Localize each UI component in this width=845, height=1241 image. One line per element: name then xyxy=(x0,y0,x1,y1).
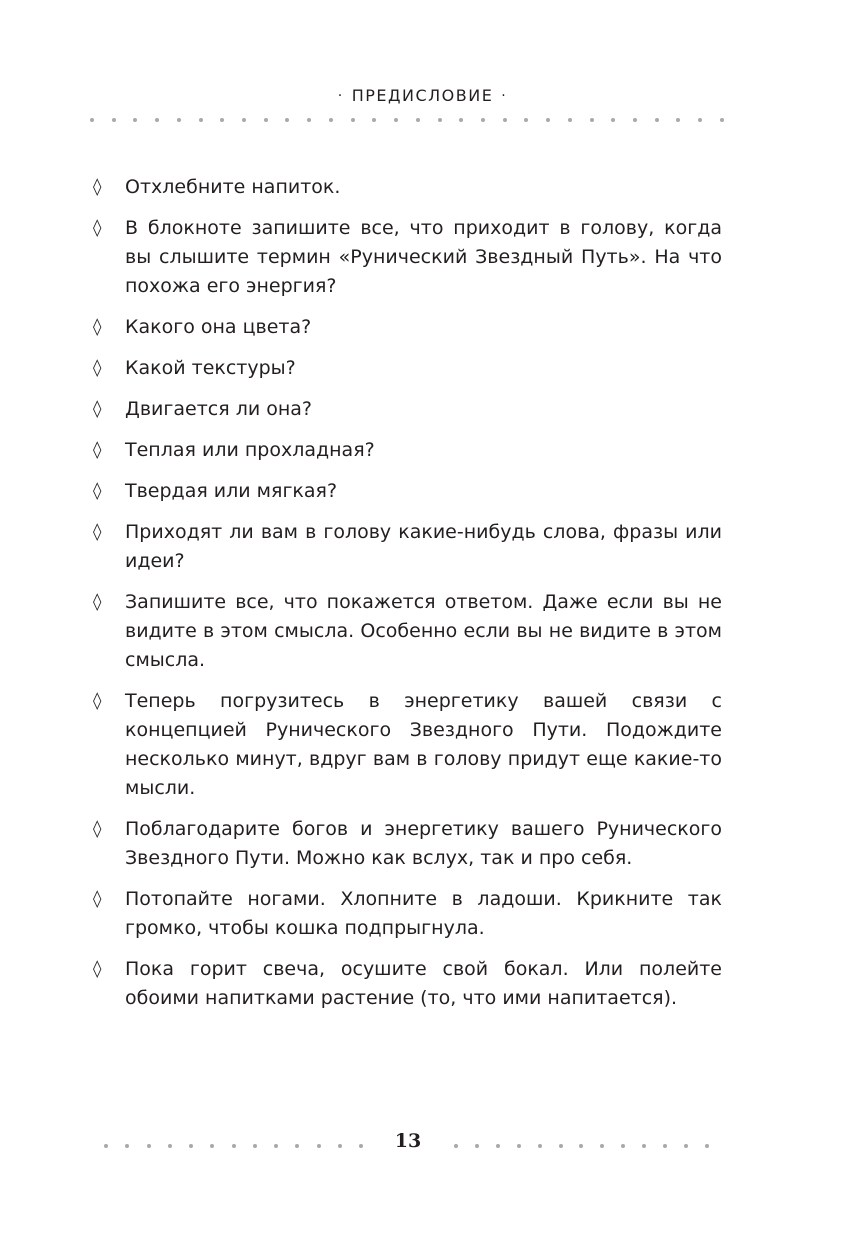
divider-dot xyxy=(112,118,116,122)
diamond-bullet-icon: ◊ xyxy=(93,218,102,238)
divider-dot xyxy=(104,1144,108,1148)
diamond-bullet-icon: ◊ xyxy=(93,592,102,612)
divider-dot xyxy=(538,1144,542,1148)
divider-dot xyxy=(90,118,94,122)
divider-dot xyxy=(351,118,355,122)
divider-dot xyxy=(642,1144,646,1148)
list-item-text: Приходят ли вам в голову какие-нибудь слова, фразы или идеи? xyxy=(125,521,722,572)
page-number: 13 xyxy=(394,1130,422,1152)
divider-dot xyxy=(600,1144,604,1148)
divider-dot xyxy=(155,118,159,122)
divider-dot xyxy=(274,1144,278,1148)
list-item-text: Запишите все, что покажется ответом. Даже если вы не видите в этом смысла. Особенно если вы не видите в этом смысла. xyxy=(125,591,722,671)
divider-dot xyxy=(295,1144,299,1148)
running-header xyxy=(0,86,845,105)
list-item xyxy=(92,436,722,465)
list-item-text: Пока горит свеча, осушите свой бокал. Или полейте обоими напитками растение (то, что ими напитается). xyxy=(125,958,722,1009)
divider-dot xyxy=(720,118,724,122)
divider-dot xyxy=(633,118,637,122)
divider-dot xyxy=(621,1144,625,1148)
list-item xyxy=(92,687,722,803)
divider-dot xyxy=(177,118,181,122)
divider-dot xyxy=(317,1144,321,1148)
diamond-bullet-icon: ◊ xyxy=(93,399,102,419)
list-item xyxy=(92,354,722,383)
list-item-text: Поблагодарите богов и энергетику вашего Рунического Звездного Пути. Можно как вслух, так и про себя. xyxy=(125,818,722,869)
divider-dot xyxy=(338,1144,342,1148)
divider-dot xyxy=(416,118,420,122)
divider-dot xyxy=(481,118,485,122)
diamond-bullet-icon: ◊ xyxy=(93,959,102,979)
list-item xyxy=(92,885,722,943)
diamond-bullet-icon: ◊ xyxy=(93,691,102,711)
divider-dot xyxy=(125,1144,129,1148)
diamond-bullet-icon: ◊ xyxy=(93,889,102,909)
list-item xyxy=(92,955,722,1013)
divider-dot xyxy=(546,118,550,122)
divider-dot xyxy=(394,118,398,122)
list-item-text: Теплая или прохладная? xyxy=(125,439,375,461)
divider-dot xyxy=(307,118,311,122)
footer-dotted-divider-left xyxy=(104,1142,363,1150)
diamond-bullet-icon: ◊ xyxy=(93,317,102,337)
divider-dot xyxy=(438,118,442,122)
divider-dot xyxy=(503,118,507,122)
header-dot-right: · xyxy=(501,88,508,104)
divider-dot xyxy=(285,118,289,122)
divider-dot xyxy=(590,118,594,122)
divider-dot xyxy=(684,1144,688,1148)
header-dotted-divider xyxy=(90,116,724,124)
divider-dot xyxy=(147,1144,151,1148)
divider-dot xyxy=(372,118,376,122)
divider-dot xyxy=(705,1144,709,1148)
list-item xyxy=(92,588,722,675)
diamond-bullet-icon: ◊ xyxy=(93,177,102,197)
divider-dot xyxy=(454,1144,458,1148)
diamond-bullet-icon: ◊ xyxy=(93,481,102,501)
diamond-bullet-icon: ◊ xyxy=(93,440,102,460)
footer-dotted-divider-right xyxy=(454,1142,709,1150)
list-item-text: Какой текстуры? xyxy=(125,357,296,379)
divider-dot xyxy=(459,118,463,122)
divider-dot xyxy=(359,1144,363,1148)
list-item xyxy=(92,477,722,506)
diamond-bullet-icon: ◊ xyxy=(93,522,102,542)
diamond-bullet-icon: ◊ xyxy=(93,819,102,839)
divider-dot xyxy=(611,118,615,122)
list-item-text: Отхлебните напиток. xyxy=(125,176,341,198)
list-item xyxy=(92,395,722,424)
divider-dot xyxy=(242,118,246,122)
divider-dot xyxy=(210,1144,214,1148)
list-item xyxy=(92,518,722,576)
diamond-bullet-icon: ◊ xyxy=(93,358,102,378)
list-item-text: Потопайте ногами. Хлопните в ладоши. Крикните так громко, чтобы кошка подпрыгнула. xyxy=(125,888,722,939)
divider-dot xyxy=(133,118,137,122)
list-item-text: Твердая или мягкая? xyxy=(125,480,338,502)
list-item xyxy=(92,815,722,873)
divider-dot xyxy=(329,118,333,122)
list-item-text: Двигается ли она? xyxy=(125,398,312,420)
divider-dot xyxy=(524,118,528,122)
divider-dot xyxy=(220,118,224,122)
divider-dot xyxy=(199,118,203,122)
list-item-text: Какого она цвета? xyxy=(125,316,312,338)
instruction-list xyxy=(92,173,722,1013)
divider-dot xyxy=(579,1144,583,1148)
list-item xyxy=(92,313,722,342)
divider-dot xyxy=(496,1144,500,1148)
divider-dot xyxy=(655,118,659,122)
list-item xyxy=(92,173,722,202)
divider-dot xyxy=(189,1144,193,1148)
divider-dot xyxy=(676,118,680,122)
header-title: ПРЕДИСЛОВИЕ xyxy=(351,86,494,105)
divider-dot xyxy=(698,118,702,122)
divider-dot xyxy=(264,118,268,122)
divider-dot xyxy=(559,1144,563,1148)
divider-dot xyxy=(168,1144,172,1148)
list-item xyxy=(92,214,722,301)
divider-dot xyxy=(232,1144,236,1148)
divider-dot xyxy=(253,1144,257,1148)
divider-dot xyxy=(517,1144,521,1148)
list-item-text: Теперь погрузитесь в энергетику вашей связи с концепцией Рунического Звездного Пути. Подождите несколько минут, вдруг вам в голову придут еще какие-то мысли. xyxy=(125,690,722,799)
list-item-text: В блокноте запишите все, что приходит в голову, когда вы слышите термин «Рунический Звездный Путь». На что похожа его энергия? xyxy=(125,217,722,297)
divider-dot xyxy=(663,1144,667,1148)
divider-dot xyxy=(568,118,572,122)
header-dot-left: · xyxy=(337,88,344,104)
divider-dot xyxy=(475,1144,479,1148)
